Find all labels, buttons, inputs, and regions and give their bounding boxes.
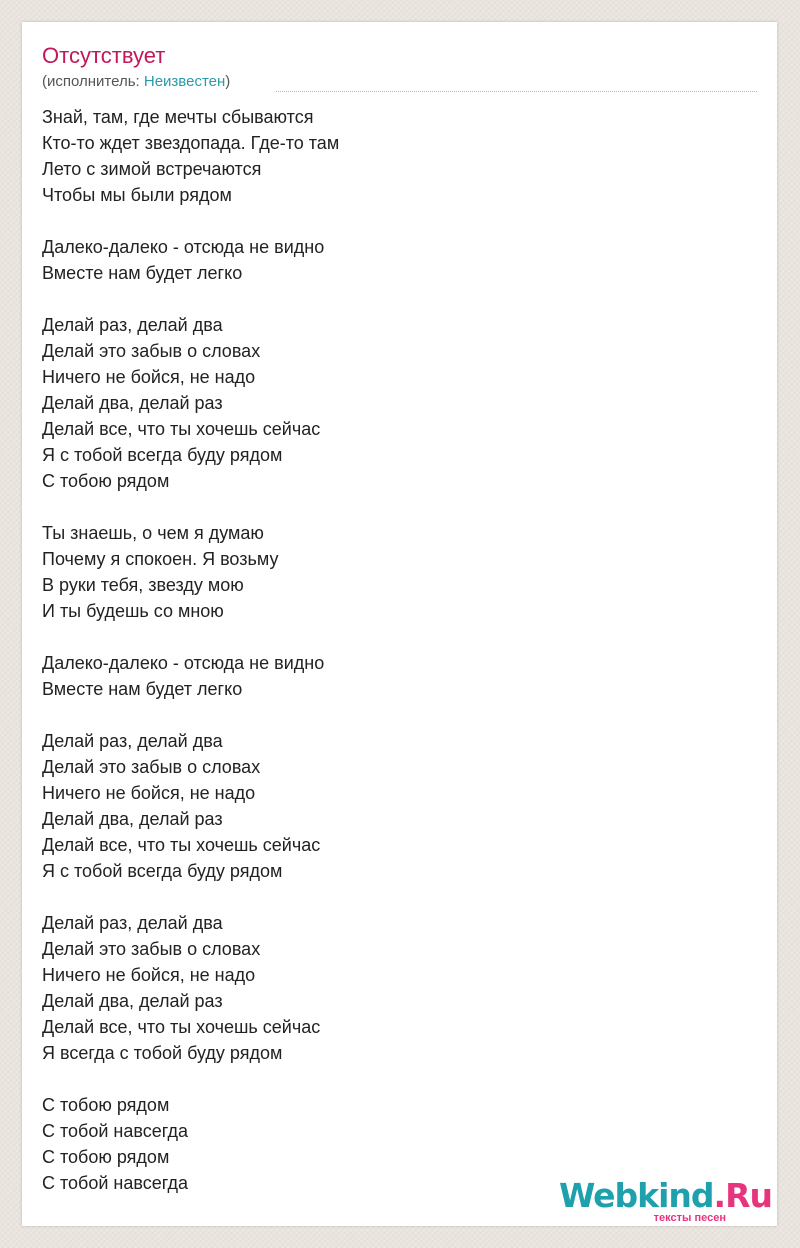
lyrics-blank-line — [42, 702, 757, 728]
lyrics-line: Лето с зимой встречаются — [42, 159, 262, 179]
artist-prefix: (исполнитель: — [42, 73, 144, 90]
lyrics-line: Делай все, что ты хочешь сейчас — [42, 1017, 321, 1037]
lyrics-line: Делай раз, делай два — [42, 913, 223, 933]
site-logo[interactable] — [558, 1176, 772, 1224]
logo-wordmark — [559, 1178, 772, 1214]
lyrics-line: Ничего не бойся, не надо — [42, 783, 256, 803]
lyrics-card — [22, 22, 777, 1226]
lyrics-line: Я всегда с тобой буду рядом — [42, 1043, 283, 1063]
lyrics-line: С тобою рядом — [42, 1147, 170, 1167]
lyrics-line: Далеко-далеко - отсюда не видно — [42, 237, 325, 257]
lyrics-line: Я с тобой всегда буду рядом — [42, 861, 283, 881]
logo-suffix: .Ru — [713, 1176, 772, 1215]
lyrics-line: Я с тобой всегда буду рядом — [42, 445, 283, 465]
artist-line — [42, 73, 230, 91]
lyrics-line: Делай раз, делай два — [42, 731, 223, 751]
lyrics-blank-line — [42, 624, 757, 650]
lyrics-blank-line — [42, 884, 757, 910]
lyrics-line: Ничего не бойся, не надо — [42, 367, 256, 387]
lyrics-line: Делай все, что ты хочешь сейчас — [42, 835, 321, 855]
lyrics-line: Делай это забыв о словах — [42, 757, 261, 777]
lyrics-line: Делай два, делай раз — [42, 809, 223, 829]
lyrics-line: Знай, там, где мечты сбываются — [42, 107, 314, 127]
lyrics-line: С тобой навсегда — [42, 1121, 189, 1141]
song-title: Отсутствует — [42, 43, 166, 68]
lyrics-line: Делай раз, делай два — [42, 315, 223, 335]
lyrics-line: Вместе нам будет легко — [42, 263, 243, 283]
lyrics-line: Делай все, что ты хочешь сейчас — [42, 419, 321, 439]
lyrics-line: Делай два, делай раз — [42, 393, 223, 413]
lyrics-line: Почему я спокоен. Я возьму — [42, 549, 279, 569]
artist-suffix: ) — [225, 73, 231, 90]
lyrics-line: С тобой навсегда — [42, 1173, 189, 1193]
lyrics-line: Кто-то ждет звездопада. Где-то там — [42, 133, 340, 153]
lyrics-line: Вместе нам будет легко — [42, 679, 243, 699]
lyrics-blank-line — [42, 494, 757, 520]
lyrics-line: Делай два, делай раз — [42, 991, 223, 1011]
logo-word: Webkind — [558, 1176, 714, 1215]
lyrics-blank-line — [42, 1066, 757, 1092]
lyrics-blank-line — [42, 208, 757, 234]
lyrics-line: И ты будешь со мною — [42, 601, 224, 621]
lyrics-line: В руки тебя, звезду мою — [42, 575, 244, 595]
lyrics-line: Делай это забыв о словах — [42, 341, 261, 361]
lyrics-line: Ничего не бойся, не надо — [42, 965, 256, 985]
lyrics-line: С тобою рядом — [42, 1095, 170, 1115]
lyrics-line: Делай это забыв о словах — [42, 939, 261, 959]
logo-tagline: тексты песен — [653, 1212, 726, 1224]
title-divider — [276, 91, 757, 92]
lyrics-text — [42, 104, 757, 1196]
lyrics-line: С тобою рядом — [42, 471, 170, 491]
lyrics-blank-line — [42, 286, 757, 312]
lyrics-line: Чтобы мы были рядом — [42, 185, 232, 205]
artist-name-link[interactable]: Неизвестен — [143, 73, 226, 90]
lyrics-line: Ты знаешь, о чем я думаю — [42, 523, 264, 543]
lyrics-line: Далеко-далеко - отсюда не видно — [42, 653, 325, 673]
